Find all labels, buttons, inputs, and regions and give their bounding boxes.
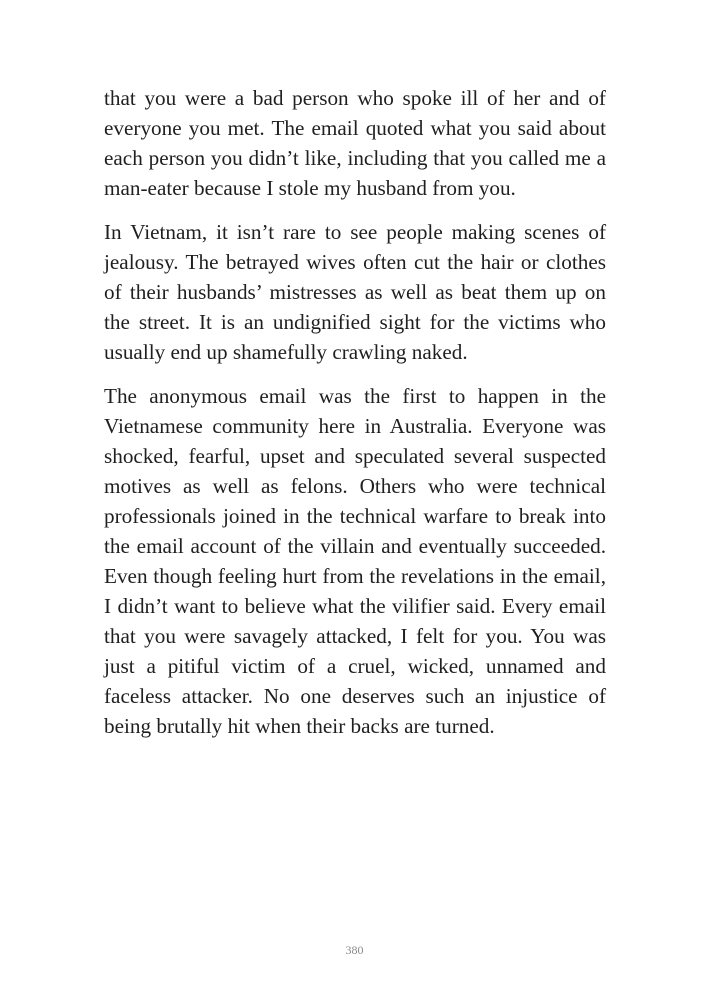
body-text <box>104 83 606 755</box>
page-number: 380 <box>345 943 364 957</box>
paragraph-3: The anonymous email was the first to happen in the Vietnamese community here in Australia. Everyone was shocked, fearful, upset and speculated several suspected motives as well as felons. Others who were technical professionals joined in the technical warfare to break into the email account of the villain and eventually succeeded. Even though feeling hurt from the revelations in the email, I didn’t want to believe what the vilifier said. Every email that you were savagely attacked, I felt for you. You was just a pitiful victim of a cruel, wicked, unnamed and faceless attacker. No one deserves such an injustice of being brutally hit when their backs are turned. <box>104 384 606 738</box>
paragraph-1: that you were a bad person who spoke ill of her and of everyone you met. The email quoted what you said about each person you didn’t like, including that you called me a man-eater because I stole my husband from you. <box>104 86 606 200</box>
paragraph-2: In Vietnam, it isn’t rare to see people making scenes of jealousy. The betrayed wives often cut the hair or clothes of their husbands’ mistresses as well as beat them up on the street. It is an undignified sight for the victims who usually end up shamefully crawling naked. <box>104 220 606 364</box>
